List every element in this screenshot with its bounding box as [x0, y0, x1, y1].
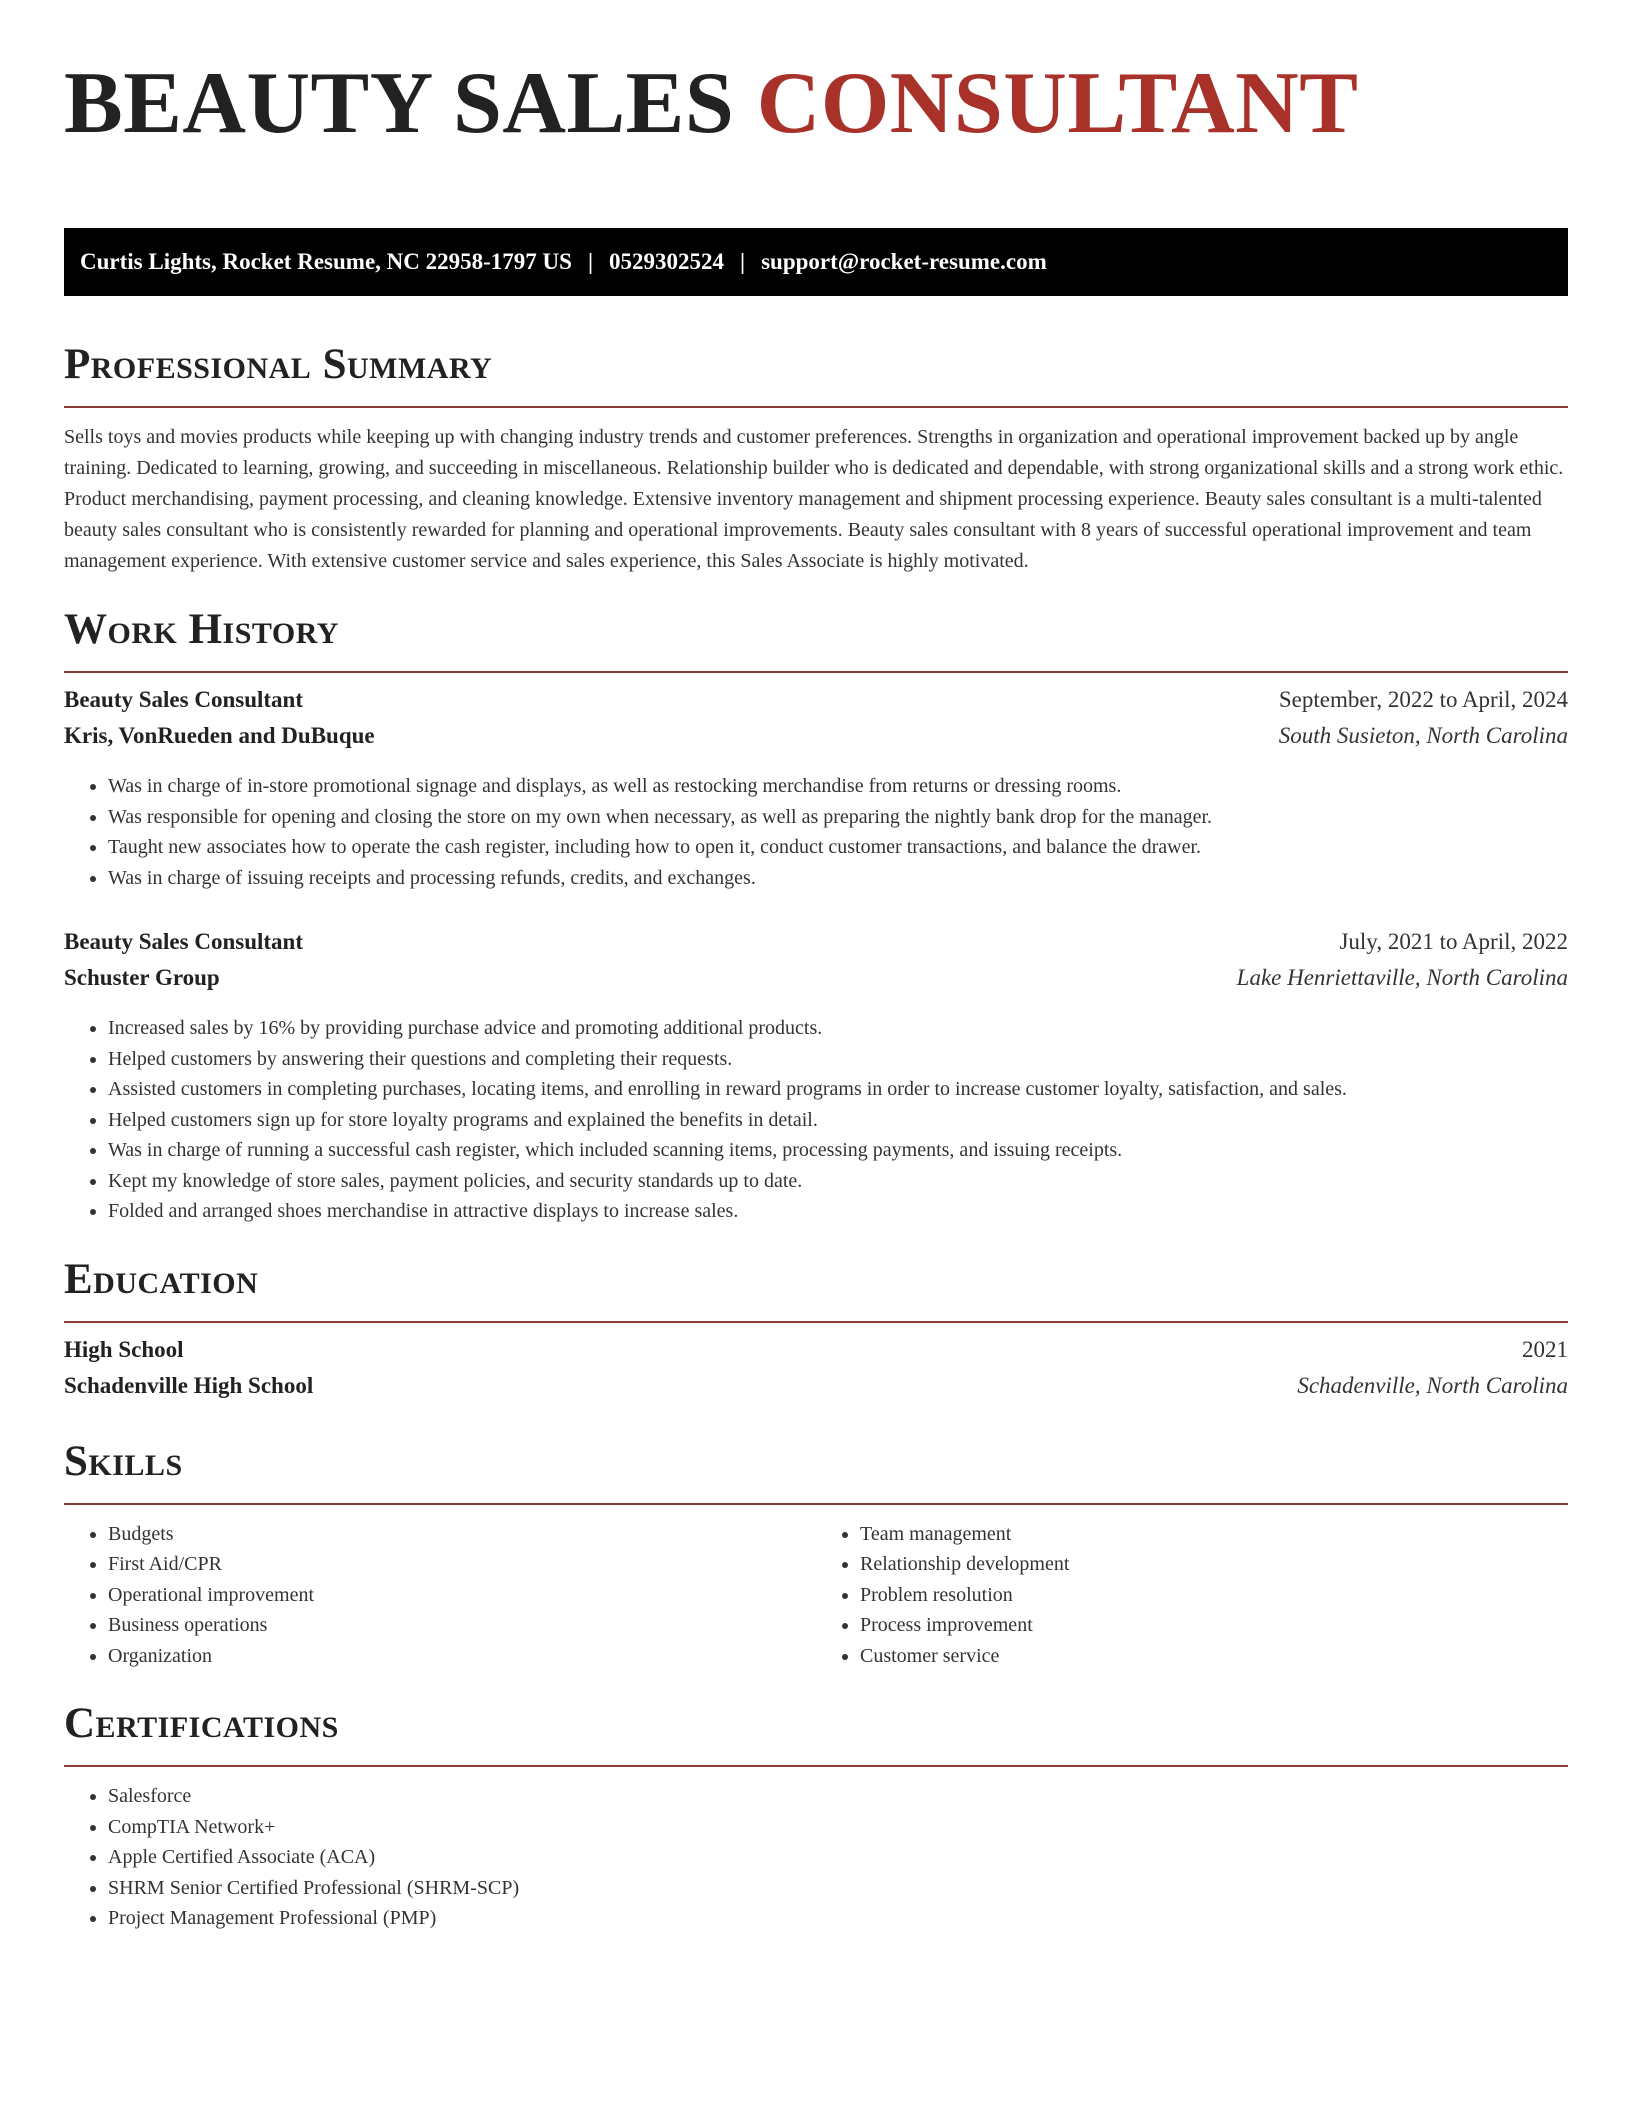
- skills-heading: Skills: [64, 1437, 183, 1485]
- job-bullet: • Folded and arranged shoes merchandise in attractive displays to increase sales.: [108, 1196, 1568, 1227]
- contact-phone[interactable]: 0529302524: [609, 249, 725, 274]
- summary-text: Sells toys and movies products while keeping up with changing industry trends and customer preferences. Strengths in organization and operational improvement backed up by angle training. Dedicated to learning, growing, and succeeding in miscellaneous. Relationship builder who is dedicated and dependable, with strong organizational skills and a strong work ethic. Product merchandising, payment processing, and cleaning knowledge. Extensive inventory management and shipment processing experience. Beauty sales consultant is a multi-talented beauty sales consultant who is consistently rewarded for planning and operational improvements. Beauty sales consultant with 8 years of successful operational improvement and team management experience. With extensive customer service and sales experience, this Sales Associate is highly motivated.: [64, 426, 1564, 572]
- job-title-row: [64, 687, 1568, 723]
- education-year: 2021: [1522, 1336, 1568, 1362]
- job-bullet: • Assisted customers in completing purchases, locating items, and enrolling in reward programs in order to increase customer loyalty, satisfaction, and sales.: [108, 1074, 1568, 1105]
- job-company: Kris, VonRueden and DuBuque: [64, 723, 375, 748]
- certifications-list: [64, 1781, 1568, 1934]
- skill-item: • Operational improvement: [108, 1580, 816, 1611]
- job-bullet: • Increased sales by 16% by providing purchase advice and promoting additional products.: [108, 1013, 1568, 1044]
- job-entry: [64, 687, 1568, 893]
- summary-heading: Professional Summary: [64, 341, 493, 388]
- education-location: Schadenville, North Carolina: [1297, 1372, 1568, 1398]
- certification-item: • CompTIA Network+: [108, 1812, 1568, 1843]
- skill-item: • Team management: [860, 1519, 1568, 1550]
- section-divider: [64, 1503, 1568, 1505]
- title-accent: CONSULTANT: [756, 55, 1359, 152]
- skill-item: • Problem resolution: [860, 1580, 1568, 1611]
- job-bullet: • Was in charge of issuing receipts and processing refunds, credits, and exchanges.: [108, 863, 1568, 894]
- job-bullets: [64, 1013, 1568, 1227]
- certification-item: • Apple Certified Associate (ACA): [108, 1842, 1568, 1873]
- skill-item: • Organization: [108, 1641, 816, 1672]
- skill-item: • Relationship development: [860, 1549, 1568, 1580]
- title-main: BEAUTY SALES: [64, 55, 735, 152]
- skill-item: • First Aid/CPR: [108, 1549, 816, 1580]
- skill-item: • Budgets: [108, 1519, 816, 1550]
- job-bullet: • Kept my knowledge of store sales, payment policies, and security standards up to date.: [108, 1166, 1568, 1197]
- section-divider: [64, 406, 1568, 408]
- skills-list-left: [64, 1519, 816, 1672]
- job-company: Schuster Group: [64, 965, 220, 990]
- job-dates: September, 2022 to April, 2024: [1278, 687, 1568, 712]
- certification-item: • Project Management Professional (PMP): [108, 1903, 1568, 1934]
- job-title: Beauty Sales Consultant: [64, 929, 303, 954]
- skill-item: • Process improvement: [860, 1610, 1568, 1641]
- job-company-row: [64, 965, 1568, 1001]
- education-school: Schadenville High School: [64, 1372, 314, 1398]
- job-title: Beauty Sales Consultant: [64, 687, 303, 712]
- education-degree-row: [64, 1337, 1568, 1373]
- contact-separator: |: [587, 249, 594, 274]
- job-title-row: [64, 929, 1568, 965]
- job-bullets: [64, 771, 1568, 893]
- job-location: South Susieton, North Carolina: [1278, 723, 1568, 748]
- job-bullet: • Was in charge of running a successful cash register, which included scanning items, processing payments, and issuing receipts.: [108, 1135, 1568, 1166]
- contact-address: Curtis Lights, Rocket Resume, NC 22958-1797 US: [80, 249, 572, 274]
- job-bullet: • Taught new associates how to operate the cash register, including how to open it, conduct customer transactions, and balance the drawer.: [108, 832, 1568, 863]
- education-heading: Education: [64, 1255, 259, 1303]
- skills-list-right: [816, 1519, 1568, 1672]
- job-bullet: • Was responsible for opening and closing the store on my own when necessary, as well as preparing the nightly bank drop for the manager.: [108, 802, 1568, 833]
- job-company-row: [64, 723, 1568, 759]
- contact-email[interactable]: support@rocket-resume.com: [761, 249, 1047, 274]
- section-divider: [64, 1321, 1568, 1323]
- work-history-heading: Work History: [64, 606, 339, 653]
- contact-bar: [64, 228, 1568, 296]
- skill-item: • Customer service: [860, 1641, 1568, 1672]
- job-entry: [64, 929, 1568, 1227]
- skill-item: • Business operations: [108, 1610, 816, 1641]
- education-degree: High School: [64, 1336, 184, 1362]
- certifications-heading: Certifications: [64, 1700, 339, 1747]
- resume-title: [64, 54, 1568, 154]
- certification-item: • Salesforce: [108, 1781, 1568, 1812]
- section-divider: [64, 671, 1568, 673]
- contact-separator: |: [740, 249, 746, 274]
- job-dates: July, 2021 to April, 2022: [1339, 929, 1568, 954]
- certification-item: • SHRM Senior Certified Professional (SHRM-SCP): [108, 1873, 1568, 1904]
- job-bullet: • Helped customers sign up for store loyalty programs and explained the benefits in detail.: [108, 1105, 1568, 1136]
- job-bullet: • Helped customers by answering their questions and completing their requests.: [108, 1044, 1568, 1075]
- job-bullet: • Was in charge of in-store promotional signage and displays, as well as restocking merchandise from returns or dressing rooms.: [108, 771, 1568, 802]
- skills-grid: [64, 1519, 1568, 1672]
- education-entry: [64, 1337, 1568, 1409]
- section-divider: [64, 1765, 1568, 1767]
- education-school-row: [64, 1373, 1568, 1409]
- job-location: Lake Henriettaville, North Carolina: [1236, 965, 1568, 990]
